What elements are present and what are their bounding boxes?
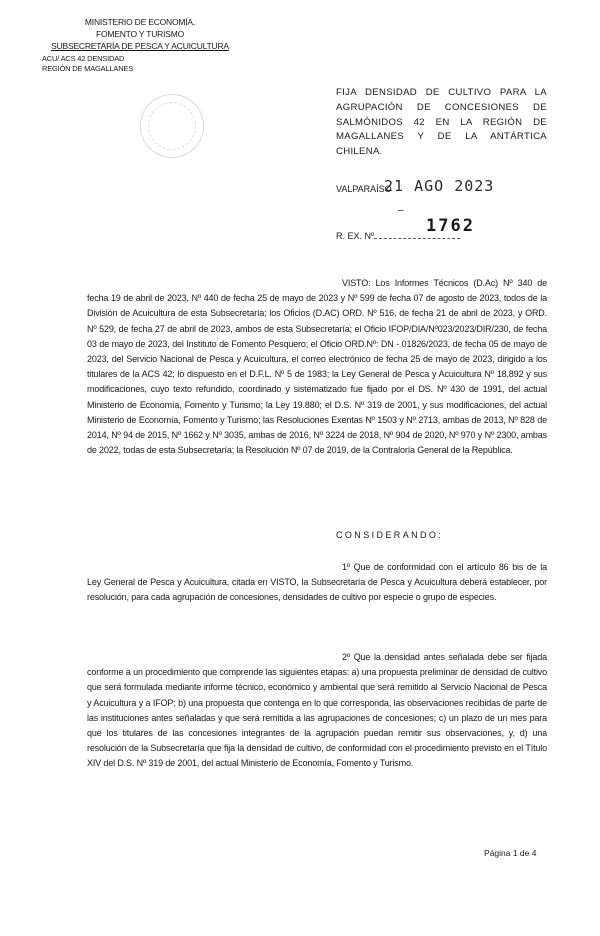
title-line-3: SALMÓNIDOS 42 EN LA REGIÓN DE xyxy=(336,116,547,128)
separator-dash: – xyxy=(398,205,404,216)
ministry-line-1: MINISTERIO DE ECONOMÍA, xyxy=(84,17,196,27)
considerando-paragraph-1: 1º Que de conformidad con el artículo 86 bis de la Ley General de Pesca y Acuicultura, citada en VISTO, la Subsecretaría de Pesca y Acuicultura deberá establecer, por resolución, para cada agrupación de concesiones, densidades de cultivo por especie o grupo de especies. xyxy=(87,562,547,603)
faded-seal-stamp xyxy=(132,86,213,167)
visto-paragraph: VISTO: Los Informes Técnicos (D.Ac) Nº 340 de fecha 19 de abril de 2023, Nº 440 de fecha 25 de mayo de 2023 y Nº 599 de fecha 07 de agosto de 2023, todos de la División de Acuicultura de esta Subsecretaría; los Oficios (D.AC) ORD. Nº 516, de fecha 21 de abril de 2023, y ORD. Nº 529, de fecha 27 de abril de 2023, ambos de esta Subsecretaría; el Oficio IFOP/DIA/Nº023/2023/DIR/230, de fecha 03 de mayo de 2023, del Instituto de Fomento Pesquero; el Oficio ORD.Nº: DN - 01826/2023, de fecha 05 de mayo de 2023, del Servicio Nacional de Pesca y Acuicultura, el correo electrónico de fecha 25 de mayo de 2023, dirigido a los titulares de la ACS 42; lo dispuesto en el D.F.L. Nº 5 de 1983; la Ley General de Pesca y Acuicultura Nº 18.892 y sus modificaciones, cuyo texto refundido, coordinado y sistematizado fue fijado por el DS. Nº 430 de 1991, del actual Ministerio de Economía, Fomento y Turismo; la Ley 19.880; el D.S. Nº 319 de 2001, y sus modificaciones, del actual Ministerio de Economía, Fomento y Turismo; las Resoluciones Exentas Nº 1503 y Nº 2713, ambas de 2013, Nº 828 de 2014, Nº 94 de 2015, Nº 1662 y Nº 3035, ambas de 2016, Nº 3224 de 2018, Nº 904 de 2020, Nº 970 y Nº 2300, ambas de 2022, todas de esta Subsecretaría; la Resolución Nº 07 de 2019, de la Contraloría General de la República. xyxy=(87,278,547,456)
place-label: VALPARAÍSO xyxy=(336,184,392,194)
title-line-2: AGRUPACIÓN DE CONCESIONES DE xyxy=(336,101,547,113)
resolution-number: 1762 xyxy=(426,216,475,236)
handwritten-date: 21 AGO 2023 xyxy=(384,177,495,195)
resolution-title xyxy=(336,86,547,160)
title-line-4: MAGALLANES Y DE LA ANTÁRTICA CHILENA. xyxy=(336,131,547,158)
reference-line-1: ACU/ ACS 42 DENSIDAD xyxy=(42,54,125,63)
ministry-header xyxy=(40,16,240,74)
reference-line-2: REGIÓN DE MAGALLANES xyxy=(42,64,134,73)
rex-label: R. EX. Nº xyxy=(336,231,375,241)
subsecretaria-line: SUBSECRETARÍA DE PESCA Y ACUICULTURA xyxy=(51,41,229,51)
page-number: Página 1 de 4 xyxy=(484,848,537,858)
considerando-paragraph-2: 2º Que la densidad antes señalada debe ser fijada conforme a un procedimiento que comprende las siguientes etapas: a) una propuesta preliminar de densidad de cultivo que será formulada mediante informe técnico, económico y ambiental que será remitido al Servicio Nacional de Pesca y Acuicultura y a IFOP; b) una propuesta que contenga en lo que corresponda, las observaciones recibidas de parte de las instituciones antes señaladas y que será remitida a las agrupaciones de concesiones; c) un plazo de un mes para que los titulares de las concesiones integrantes de la agrupación puedan remitir sus observaciones, y, d) una resolución de la Subsecretaría que fija la densidad de cultivo, de conformidad con el procedimiento previsto en el Título XIV del D.S. Nº 319 de 2001, del actual Ministerio de Economía, Fomento y Turismo. xyxy=(87,652,547,769)
seal-inner-ring xyxy=(142,96,202,156)
ministry-line-2: FOMENTO Y TURISMO xyxy=(95,29,185,39)
considerando-heading: CONSIDERANDO: xyxy=(336,530,444,540)
title-line-1: FIJA DENSIDAD DE CULTIVO PARA LA xyxy=(336,87,547,98)
